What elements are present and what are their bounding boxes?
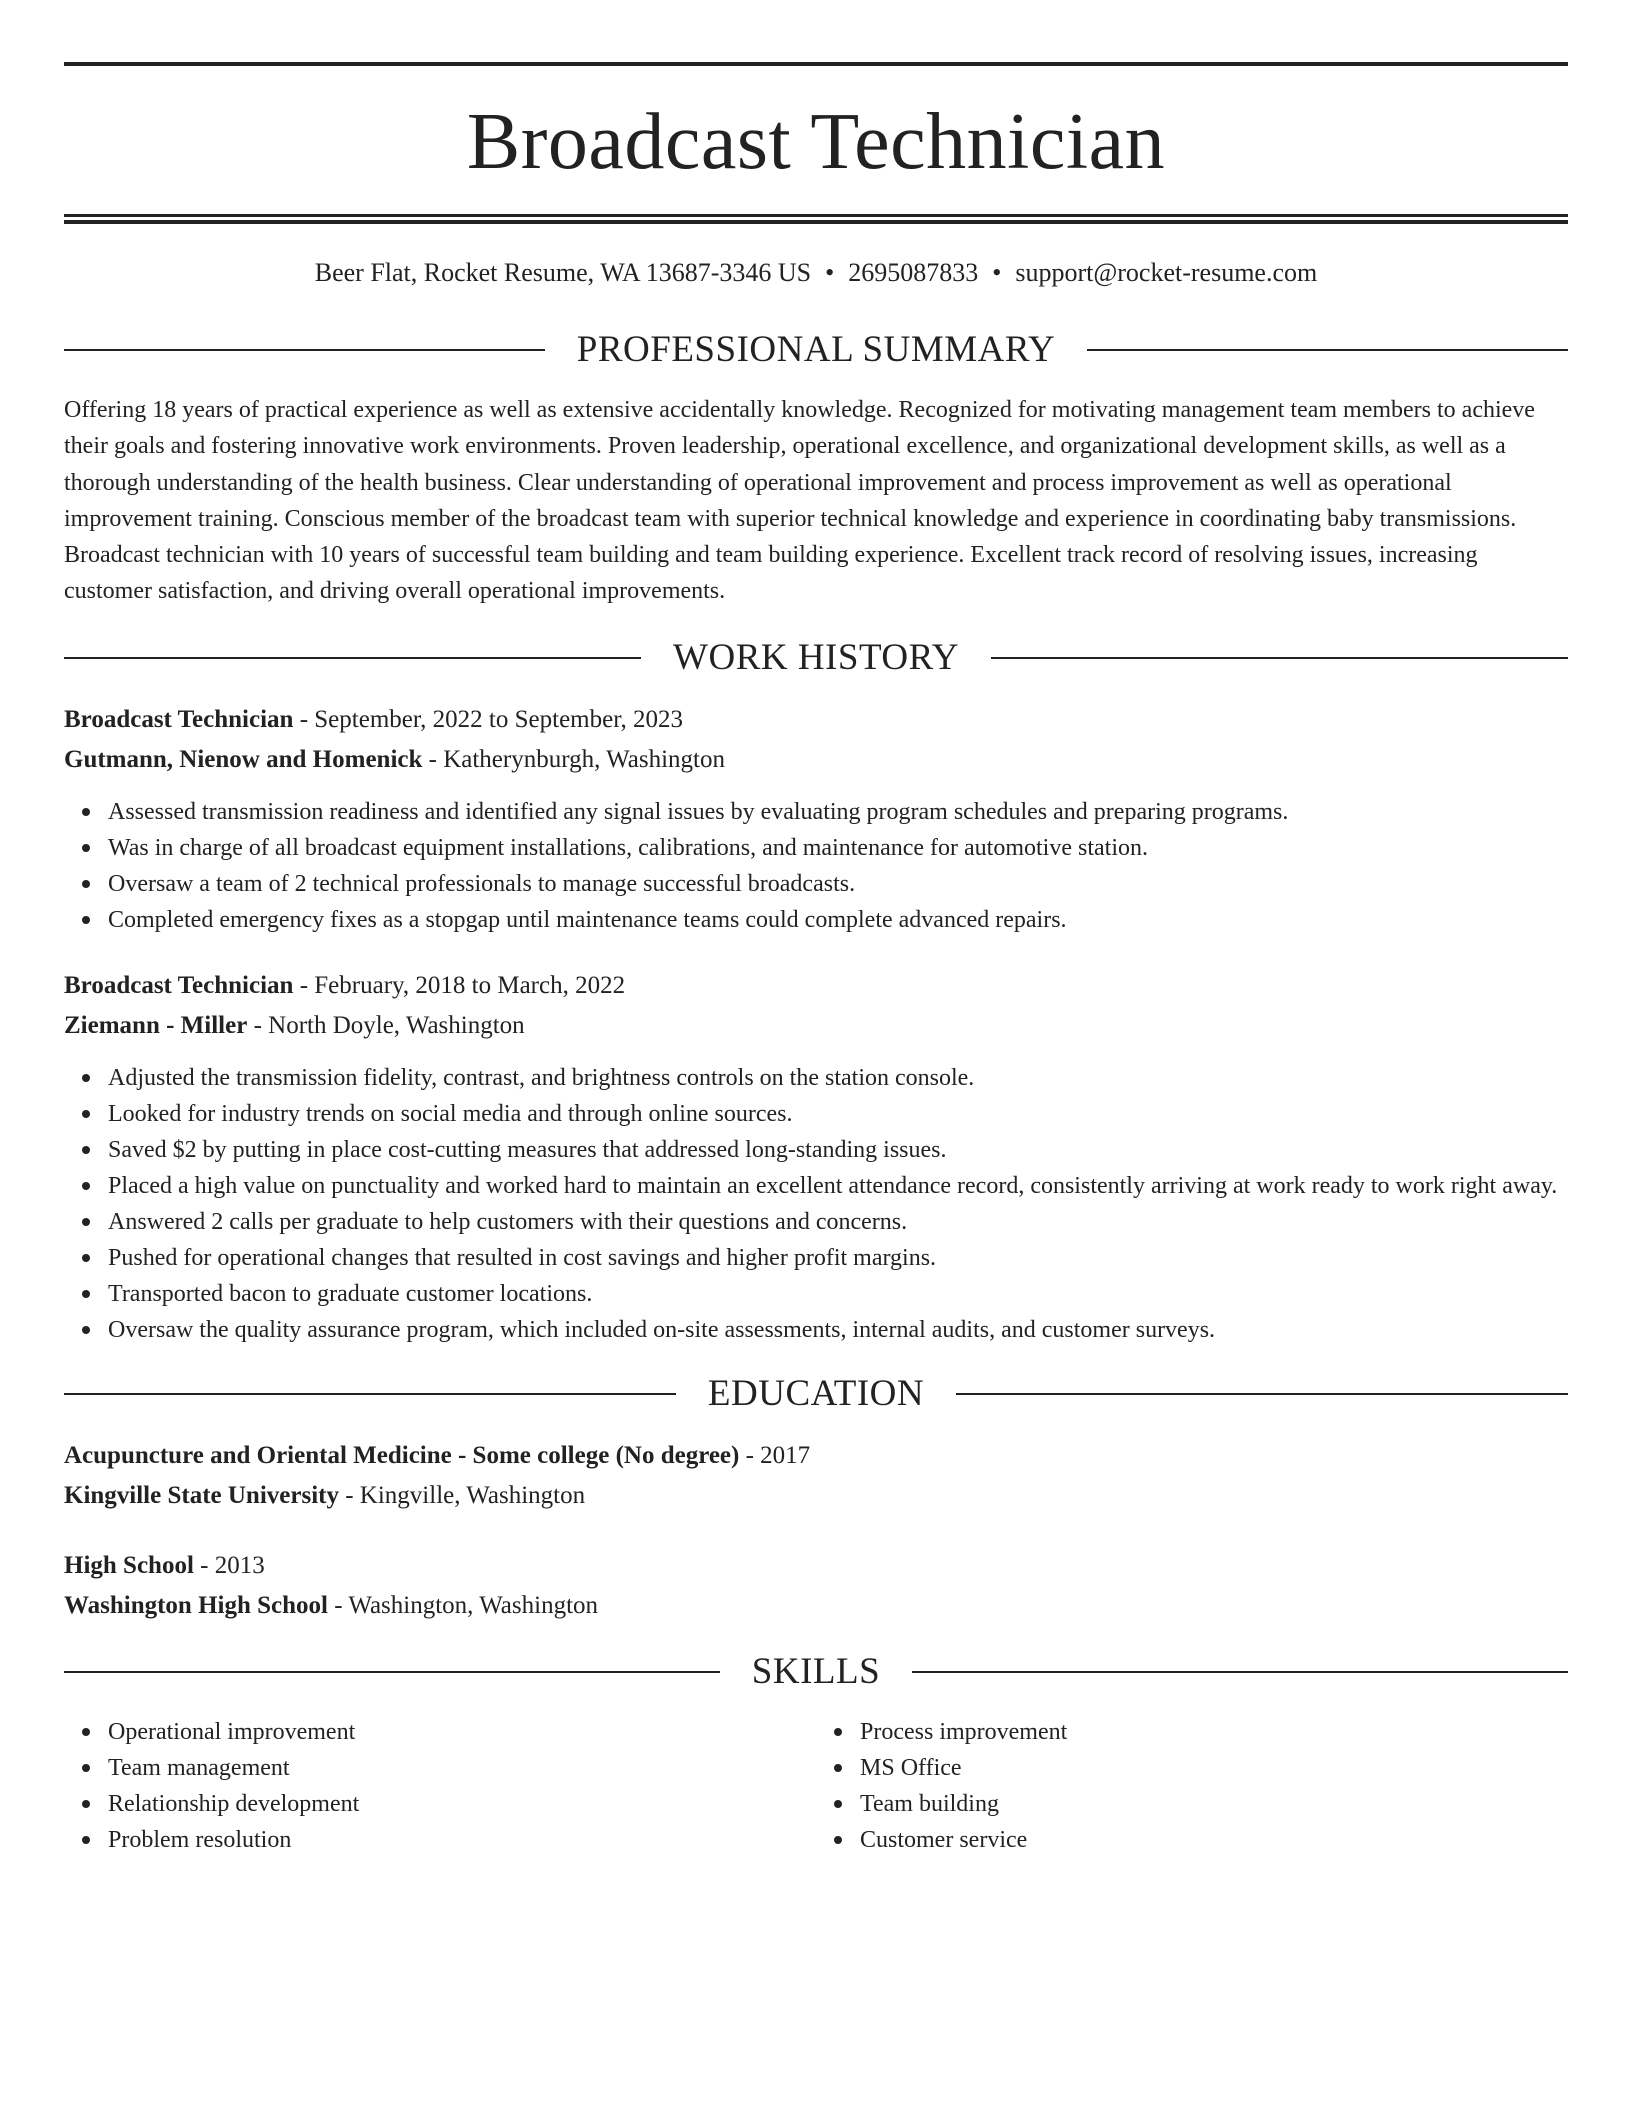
divider xyxy=(64,349,545,351)
contact-email: support@rocket-resume.com xyxy=(1015,258,1318,287)
job-company: Gutmann, Nienow and Homenick xyxy=(64,745,423,773)
job-bullet: Saved $2 by putting in place cost-cutting measures that addressed long-standing issues. xyxy=(108,1132,1568,1168)
job-bullet: Answered 2 calls per graduate to help customers with their questions and concerns. xyxy=(108,1204,1568,1240)
top-rule xyxy=(64,62,1568,66)
work-section-header xyxy=(64,638,1568,678)
divider xyxy=(991,657,1568,659)
job-bullets xyxy=(64,1060,1568,1348)
divider xyxy=(956,1393,1568,1395)
job-entry xyxy=(64,966,1568,1046)
skill-item: Process improvement xyxy=(860,1714,1568,1750)
education-year: - 2013 xyxy=(193,1551,265,1579)
education-location: - Kingville, Washington xyxy=(338,1481,586,1509)
divider xyxy=(64,1393,676,1395)
skill-item: Customer service xyxy=(860,1822,1568,1858)
skills-section-header xyxy=(64,1652,1568,1692)
education-year: - 2017 xyxy=(739,1441,811,1469)
job-bullet: Adjusted the transmission fidelity, contrast, and brightness controls on the station console. xyxy=(108,1060,1568,1096)
contact-phone: 2695087833 xyxy=(848,258,979,287)
education-entry xyxy=(64,1436,1568,1516)
resume-title: Broadcast Technician xyxy=(466,98,1166,186)
section-title-work: WORK HISTORY xyxy=(673,636,959,678)
contact-separator: • xyxy=(825,258,835,287)
job-bullet: Looked for industry trends on social media and through online sources. xyxy=(108,1096,1568,1132)
education-section-header xyxy=(64,1374,1568,1414)
divider xyxy=(64,657,641,659)
job-bullet: Pushed for operational changes that resulted in cost savings and higher profit margins. xyxy=(108,1240,1568,1276)
skill-item: MS Office xyxy=(860,1750,1568,1786)
job-bullet: Placed a high value on punctuality and worked hard to maintain an excellent attendance record, consistently arriving at work ready to work right away. xyxy=(108,1168,1568,1204)
education-school: Kingville State University xyxy=(64,1481,339,1509)
divider xyxy=(64,1671,720,1673)
education-school-line xyxy=(64,1586,1568,1626)
skill-item: Problem resolution xyxy=(108,1822,816,1858)
section-title-summary: PROFESSIONAL SUMMARY xyxy=(576,329,1056,370)
job-title-line xyxy=(64,700,1568,740)
skills-column-left xyxy=(64,1714,816,1858)
summary-section-header xyxy=(64,330,1568,370)
skill-item: Operational improvement xyxy=(108,1714,816,1750)
contact-address: Beer Flat, Rocket Resume, WA 13687-3346 US xyxy=(314,258,812,287)
contact-separator: • xyxy=(992,258,1002,287)
section-title-skills: SKILLS xyxy=(751,1650,881,1692)
education-degree-line xyxy=(64,1436,1568,1476)
job-bullet: Transported bacon to graduate customer locations. xyxy=(108,1276,1568,1312)
job-entry xyxy=(64,700,1568,780)
education-school-line xyxy=(64,1476,1568,1516)
job-role: Broadcast Technician xyxy=(64,971,294,999)
contact-line xyxy=(64,258,1568,288)
skills-column-right xyxy=(816,1714,1568,1858)
job-bullet: Assessed transmission readiness and identified any signal issues by evaluating program schedules and preparing programs. xyxy=(108,794,1568,830)
education-degree: High School xyxy=(64,1551,194,1579)
job-dates: - February, 2018 to March, 2022 xyxy=(293,971,626,999)
education-school: Washington High School xyxy=(64,1591,328,1619)
job-bullet: Was in charge of all broadcast equipment installations, calibrations, and maintenance for automotive station. xyxy=(108,830,1568,866)
job-bullet: Oversaw the quality assurance program, which included on-site assessments, internal audits, and customer surveys. xyxy=(108,1312,1568,1348)
divider xyxy=(1087,349,1568,351)
job-company-line xyxy=(64,740,1568,780)
job-bullet: Oversaw a team of 2 technical professionals to manage successful broadcasts. xyxy=(108,866,1568,902)
job-company-line xyxy=(64,1006,1568,1046)
education-entry xyxy=(64,1546,1568,1626)
skill-item: Team management xyxy=(108,1750,816,1786)
divider xyxy=(912,1671,1568,1673)
skill-item: Team building xyxy=(860,1786,1568,1822)
job-location: - Katherynburgh, Washington xyxy=(422,745,725,773)
job-dates: - September, 2022 to September, 2023 xyxy=(293,705,684,733)
job-location: - North Doyle, Washington xyxy=(247,1011,525,1039)
job-role: Broadcast Technician xyxy=(64,705,294,733)
job-bullets xyxy=(64,794,1568,938)
education-location: - Washington, Washington xyxy=(327,1591,599,1619)
education-degree: Acupuncture and Oriental Medicine - Some college (No degree) xyxy=(64,1441,740,1469)
job-title-line xyxy=(64,966,1568,1006)
job-bullet: Completed emergency fixes as a stopgap until maintenance teams could complete advanced repairs. xyxy=(108,902,1568,938)
job-company: Ziemann - Miller xyxy=(64,1011,248,1039)
title-double-rule xyxy=(64,214,1568,224)
summary-text: Offering 18 years of practical experience as well as extensive accidentally knowledge. Recognized for motivating management team members to achieve their goals and fostering innovative work environments. Proven leadership, operational excellence, and organizational development skills, as well as a thorough understanding of the health business. Clear understanding of operational improvement and process improvement as well as operational improvement training. Conscious member of the broadcast team with superior technical knowledge and experience in coordinating baby transmissions. Broadcast technician with 10 years of successful team building and team building experience. Excellent track record of resolving issues, increasing customer satisfaction, and driving overall operational improvements. xyxy=(64,397,1535,605)
skills-grid xyxy=(64,1714,1568,1858)
section-title-education: EDUCATION xyxy=(707,1372,925,1414)
education-degree-line xyxy=(64,1546,1568,1586)
skill-item: Relationship development xyxy=(108,1786,816,1822)
